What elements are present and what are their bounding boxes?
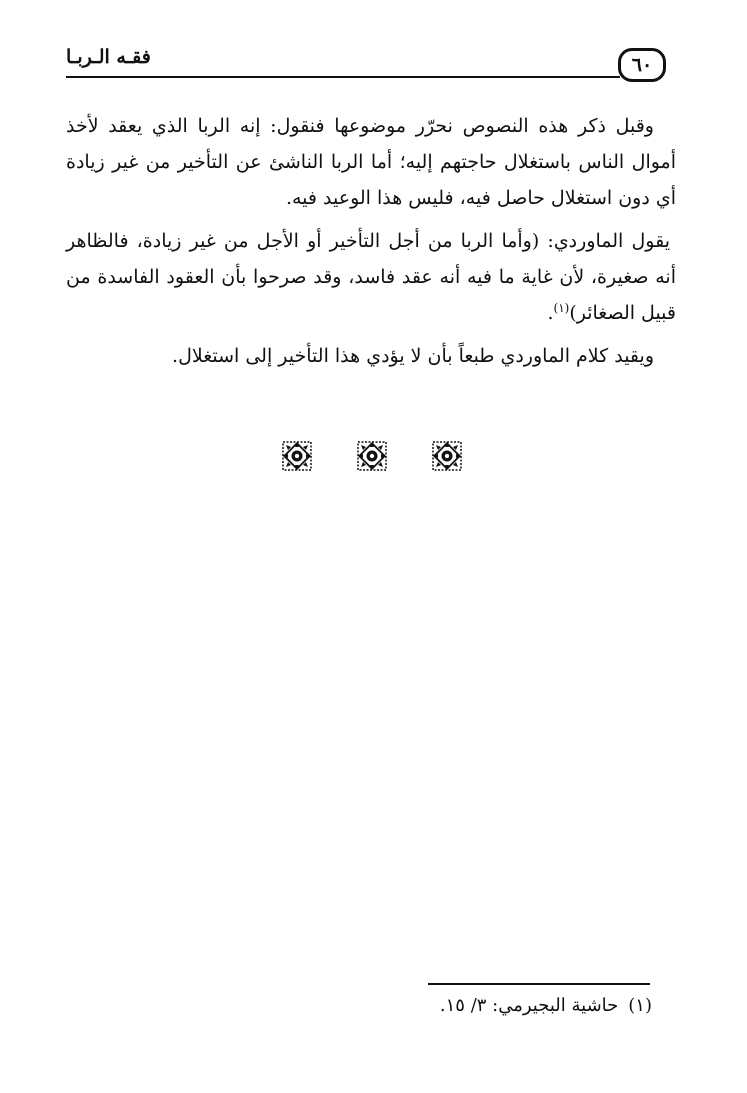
section-ornaments	[282, 440, 462, 472]
footnote-rule	[428, 983, 650, 985]
paragraph-2-text: يقول الماوردي: (وأما الربا من أجل التأخير أو الأجل من غير زيادة، فالظاهر أنه صغيرة، لأن غاية ما فيه أنه عقد فاسد، وقد صرحوا بأن العقود الفاسدة من قبيل الصغائر)	[66, 230, 676, 324]
paragraph-3: ويقيد كلام الماوردي طبعاً بأن لا يؤدي هذا التأخير إلى استغلال.	[172, 345, 654, 367]
footnote	[300, 992, 652, 1020]
page-number: ٦٠	[618, 48, 666, 82]
body-text	[66, 108, 676, 381]
floral-ornament-icon	[282, 441, 312, 471]
footnote-text: حاشية البجيرمي: ٣/ ١٥.	[439, 995, 619, 1016]
floral-ornament-icon	[432, 441, 462, 471]
footnote-reference: (١)	[553, 301, 570, 315]
header-rule	[66, 76, 620, 78]
paragraph-1: وقبل ذكر هذه النصوص نحرّر موضوعها فنقول: إنه الربا الذي يعقد لأخذ أموال الناس باستغلال حاجتهم إليه؛ أما الربا الناشئ عن التأخير من غير زيادة أي دون استغلال حاصل فيه، فليس هذا الوعيد فيه.	[66, 115, 676, 209]
paragraph-2-end: .	[547, 302, 554, 324]
paragraph-2	[66, 223, 676, 331]
floral-ornament-icon	[357, 441, 387, 471]
running-title: فقـه الـربـا	[66, 46, 151, 68]
footnote-marker: (١)	[628, 995, 652, 1016]
